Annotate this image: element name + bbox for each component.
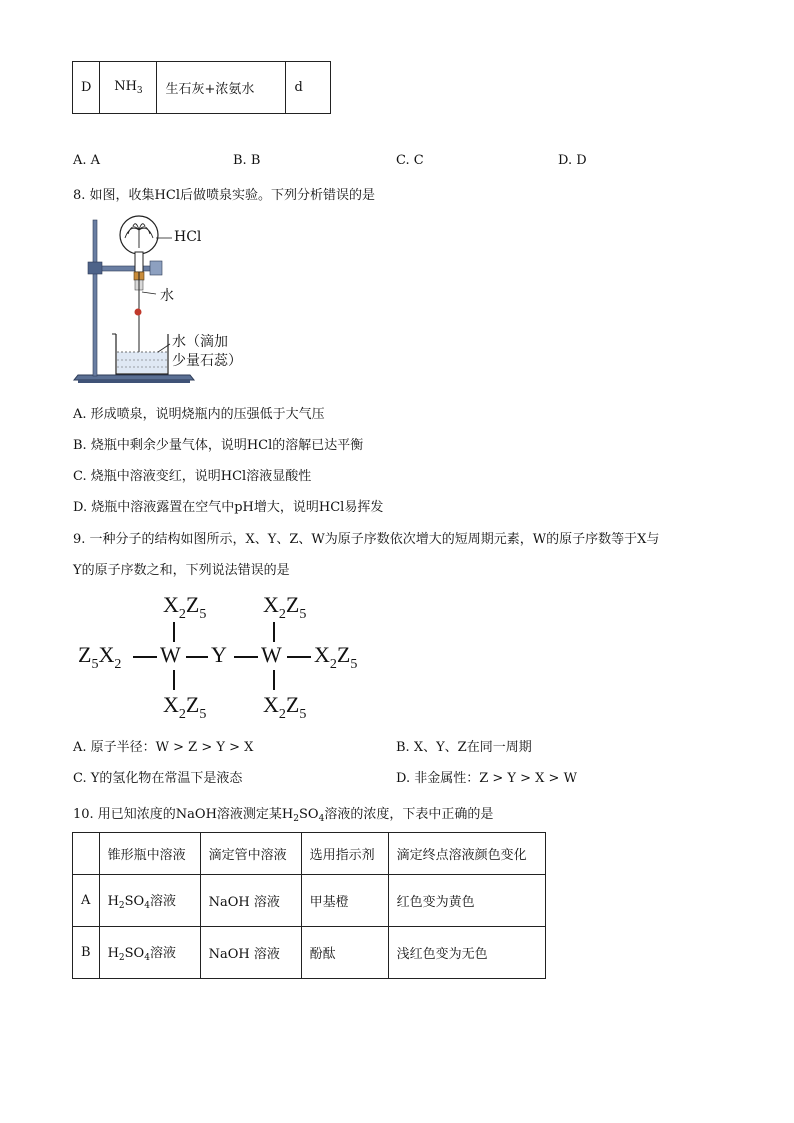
header-cell: 滴定终点溶液颜色变化 [388,833,545,875]
table-row [73,875,546,927]
row-letter: B [73,927,100,979]
reagent-cell: 生石灰+浓氨水 [157,62,286,114]
table-row [73,927,546,979]
header-cell: 锥形瓶中溶液 [99,833,200,875]
q8-option-c: C. 烧瓶中溶液变红，说明HCl溶液显酸性 [73,469,312,484]
label-water: 水 [160,288,174,304]
group-top-right: $X_2Z_5$ [263,592,307,622]
q9-option-d: D. 非金属性：Z > Y > X > W [396,771,577,786]
q9-stem-line2: Y的原子序数之和，下列说法错误的是 [73,563,290,578]
top-table [72,61,331,114]
q7-option-b: B. B [233,153,261,168]
q8-option-a: A. 形成喷泉，说明烧瓶内的压强低于大气压 [73,407,325,422]
group-bottom-right: $X_2Z_5$ [263,692,307,722]
indicator-cell: 酚酞 [301,927,388,979]
group-bottom-left: $X_2Z_5$ [163,692,207,722]
label-beaker-line1: 水（滴加 [172,334,228,350]
atom-w-left: W [160,642,181,667]
header-cell: 选用指示剂 [301,833,388,875]
flask-cell: $H_2SO_4$溶液 [99,927,200,979]
q7-option-d: D. D [558,153,587,168]
q9-option-b: B. X、Y、Z在同一周期 [396,740,532,755]
device-cell: d [286,62,331,114]
q9-stem-line1: 9. 一种分子的结构如图所示，X、Y、Z、W为原子序数依次增大的短周期元素，W的原子序数等于X与 [73,532,660,547]
q7-option-a: A. A [73,153,101,168]
color-change-cell: 浅红色变为无色 [388,927,545,979]
label-beaker-line2: 少量石蕊） [172,353,242,369]
gas-cell: $NH_3$ [100,62,157,114]
group-top-left: $X_2Z_5$ [163,592,207,622]
q7-option-c: C. C [396,153,424,168]
q9-option-c: C. Y的氢化物在常温下是液态 [73,771,243,786]
color-change-cell: 红色变为黄色 [388,875,545,927]
q10-stem: 10. 用已知浓度的NaOH溶液测定某$H_2SO_4$溶液的浓度，下表中正确的是 [73,807,494,824]
q9-option-a: A. 原子半径：W > Z > Y > X [73,740,254,755]
titration-table [72,832,546,979]
q8-stem: 8. 如图，收集HCl后做喷泉实验。下列分析错误的是 [73,188,375,203]
header-cell [73,833,100,875]
burette-cell: NaOH 溶液 [200,927,301,979]
label-hcl: HCl [174,229,202,245]
atom-w-right: W [261,642,282,667]
atom-y: Y [211,642,227,667]
table-header-row [73,833,546,875]
burette-cell: NaOH 溶液 [200,875,301,927]
row-letter: A [73,875,100,927]
flask-cell: $H_2SO_4$溶液 [99,875,200,927]
indicator-cell: 甲基橙 [301,875,388,927]
q8-option-d: D. 烧瓶中溶液露置在空气中pH增大，说明HCl易挥发 [73,500,384,515]
row-letter: D [73,62,100,114]
group-right: $X_2Z_5$ [314,642,358,672]
group-left: $Z_5X_2$ [78,642,122,672]
q8-option-b: B. 烧瓶中剩余少量气体，说明HCl的溶解已达平衡 [73,438,364,453]
header-cell: 滴定管中溶液 [200,833,301,875]
